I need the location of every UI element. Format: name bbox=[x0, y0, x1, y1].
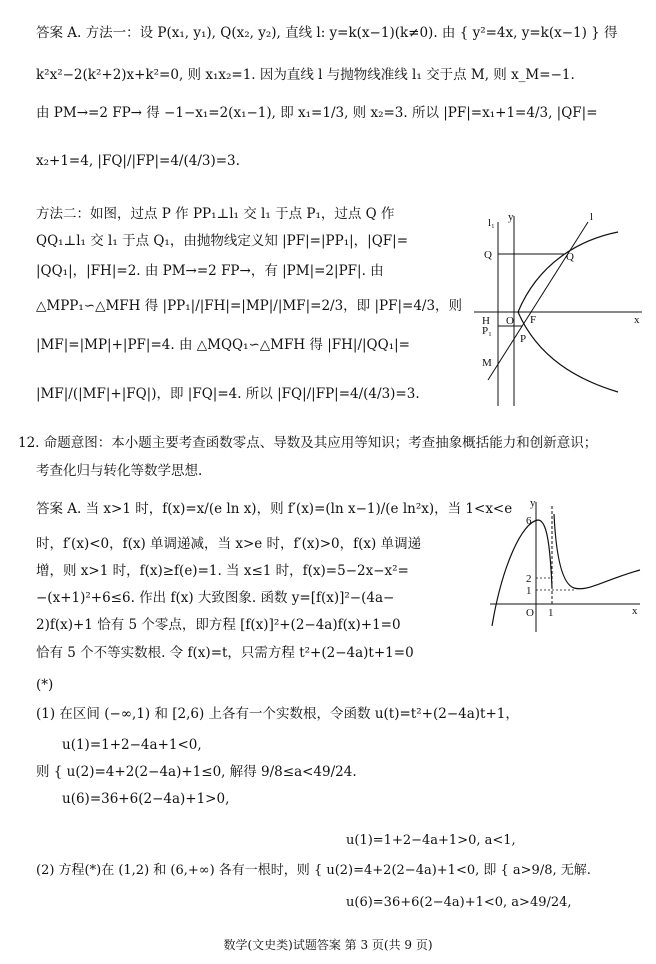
sol11-line-6: QQ₁⊥l₁ 交 l₁ 于点 Q₁，由抛物线定义知 |PF|=|PP₁|，|QF|= bbox=[36, 233, 409, 249]
sol11-line-10: |MF|/(|MF|+|FQ|)，即 |FQ|=4. 所以 |FQ|/|FP|=4/(4/3)=3. bbox=[36, 386, 420, 402]
fig11-label-y: y bbox=[508, 211, 514, 223]
fig12-label-y: y bbox=[530, 497, 536, 509]
sol11-line-4: x₂+1=4, |FQ|/|FP|=4/(4/3)=3. bbox=[36, 153, 240, 169]
sol11-line-2: k²x²−2(k²+2)x+k²=0, 则 x₁x₂=1. 因为直线 l 与抛物线准线 l₁ 交于点 M, 则 x_M=−1. bbox=[36, 67, 575, 83]
function-graph-figure bbox=[484, 496, 646, 636]
fig12-label-1y: 1 bbox=[526, 585, 532, 597]
fig11-label-m: M bbox=[482, 357, 492, 369]
sol12-line-7: (*) bbox=[36, 677, 54, 693]
sol12-sys2-eq3: u(6)=36+6(2−4a)+1<0, a>49/24, bbox=[346, 895, 572, 910]
fig11-line-l bbox=[488, 222, 588, 380]
sol11-line-1: 答案 A. 方法一：设 P(x₁, y₁), Q(x₂, y₂), 直线 l: y=k(x−1)(k≠0). 由 { y²=4x, y=k(x−1) } 得 bbox=[36, 25, 618, 41]
fig11-label-x: x bbox=[634, 314, 640, 326]
sol12-line-1: 答案 A. 当 x>1 时，f(x)=x/(e ln x)，则 f′(x)=(ln x−1)/(e ln²x)，当 1<x<e bbox=[36, 501, 513, 517]
sol12-sys2-eq2: (2) 方程(*)在 (1,2) 和 (6,+∞) 各有一根时，则 { u(2)=4+2(2−4a)+1<0, 即 { a>9/8, 无解. bbox=[36, 863, 591, 878]
sol12-sys1-eq1: u(1)=1+2−4a+1<0, bbox=[62, 737, 202, 753]
fig12-left-branch bbox=[492, 520, 552, 626]
fig11-label-l: l bbox=[590, 211, 594, 223]
sol12-line-4: −(x+1)²+6≤6. 作出 f(x) 大致图象. 函数 y=[f(x)]²−(4a− bbox=[36, 590, 395, 606]
fig11-label-h: H bbox=[482, 315, 490, 327]
sol12-header-1: 12. 命题意图：本小题主要考查函数零点、导数及其应用等知识；考查抽象概括能力和创新意识； bbox=[18, 435, 598, 451]
page-footer: 数学(文史类)试题答案 第 3 页(共 9 页) bbox=[223, 938, 433, 952]
sol11-line-8: △MPP₁∽△MFH 得 |PP₁|/|FH|=|MP|/|MF|=2/3，即 |PF|=4/3，则 bbox=[36, 298, 463, 314]
parabola-figure bbox=[468, 208, 648, 410]
sol12-line-6: 恰有 5 个不等实数根. 令 f(x)=t，只需方程 t²+(2−4a)t+1=0 bbox=[36, 645, 414, 661]
fig12-label-x: x bbox=[632, 605, 638, 617]
fig11-label-p: P bbox=[520, 333, 527, 345]
fig11-label-f: F bbox=[530, 314, 537, 326]
fig11-label-q: Q bbox=[566, 251, 574, 263]
sol12-line-2: 时，f′(x)<0，f(x) 单调递减，当 x>e 时，f′(x)>0，f(x) 单调递 bbox=[36, 536, 422, 552]
sol12-header-2: 考查化归与转化等数学思想. bbox=[36, 463, 203, 479]
sol11-line-3: 由 PM→=2 FP→ 得 −1−x₁=2(x₁−1), 即 x₁=1/3, 则 x₂=3. 所以 |PF|=x₁+1=4/3, |QF|= bbox=[36, 105, 598, 121]
fig12-label-6: 6 bbox=[526, 515, 532, 527]
fig11-label-o: O bbox=[506, 315, 514, 327]
fig12-right-branch bbox=[554, 514, 640, 589]
sol12-sys1-eq2: 则 { u(2)=4+2(2−4a)+1≤0, 解得 9/8≤a<49/24. bbox=[36, 764, 357, 780]
sol12-line-3: 增，则 x>1 时，f(x)≥f(e)=1. 当 x≤1 时，f(x)=5−2x−x²= bbox=[36, 563, 409, 579]
sol11-line-5: 方法二：如图，过点 P 作 PP₁⊥l₁ 交 l₁ 于点 P₁，过点 Q 作 bbox=[36, 206, 395, 222]
fig11-label-q1: Q bbox=[484, 249, 492, 261]
fig12-label-2: 2 bbox=[526, 573, 532, 585]
sol12-line-8: (1) 在区间 (−∞,1) 和 [2,6) 上各有一个实数根，令函数 u(t)=t²+(2−4a)t+1， bbox=[36, 706, 519, 722]
sol11-line-9: |MF|=|MP|+|PF|=4. 由 △MQQ₁∽△MFH 得 |FH|/|QQ₁|= bbox=[36, 337, 410, 353]
sol12-sys2-eq1: u(1)=1+2−4a+1>0, a<1, bbox=[346, 833, 516, 848]
sol11-line-7: |QQ₁|，|FH|=2. 由 PM→=2 FP→，有 |PM|=2|PF|. 由 bbox=[36, 263, 384, 279]
sol12-line-5: 2)f(x)+1 恰有 5 个零点，即方程 [f(x)]²+(2−4a)f(x)+1=0 bbox=[36, 617, 401, 633]
fig12-label-1x: 1 bbox=[548, 607, 554, 619]
fig12-label-o: O bbox=[526, 607, 534, 619]
sol12-sys1-eq3: u(6)=36+6(2−4a)+1>0, bbox=[62, 791, 230, 807]
fig11-label-l1: l₁ bbox=[488, 217, 495, 229]
fig11-label-p1: P₁ bbox=[482, 325, 492, 337]
